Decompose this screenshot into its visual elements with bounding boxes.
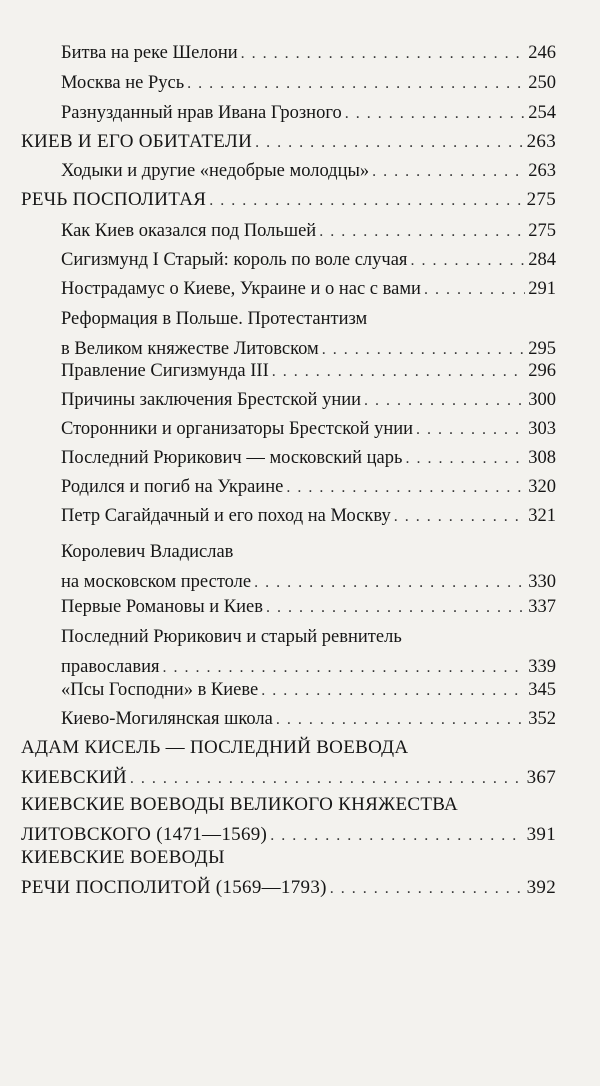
page-number: 339 xyxy=(528,657,556,677)
toc-entry xyxy=(61,472,556,503)
section-title: КИЕВ И ЕГО ОБИТАТЕЛИ xyxy=(21,131,253,152)
toc-entry xyxy=(61,156,556,187)
leader-dots xyxy=(261,676,525,706)
section-title-line1: КИЕВСКИЕ ВОЕВОДЫ ВЕЛИКОГО КНЯЖЕСТВА xyxy=(21,794,459,815)
toc-entry xyxy=(61,98,556,129)
page-number: 330 xyxy=(528,572,556,592)
leader-dots xyxy=(187,69,525,99)
toc-entry xyxy=(61,592,556,623)
toc-entry xyxy=(61,501,556,532)
page-number: 296 xyxy=(528,361,556,381)
toc-entry xyxy=(61,38,556,69)
entry-title: Как Киев оказался под Польшей xyxy=(61,221,317,241)
entry-title: «Псы Господни» в Киеве xyxy=(61,680,259,700)
leader-dots xyxy=(209,186,523,216)
leader-dots xyxy=(424,275,525,305)
leader-dots xyxy=(276,705,525,735)
leader-dots xyxy=(286,473,525,503)
toc-entry xyxy=(61,68,556,99)
page-number: 275 xyxy=(528,221,556,241)
page-number: 263 xyxy=(528,161,556,181)
entry-title: православия xyxy=(61,657,160,677)
leader-dots xyxy=(319,217,525,247)
entry-title: Правление Сигизмунда III xyxy=(61,361,269,381)
entry-title: Петр Сагайдачный и его поход на Москву xyxy=(61,506,391,526)
leader-dots xyxy=(266,593,525,623)
toc-entry xyxy=(61,274,556,305)
section-title: РЕЧИ ПОСПОЛИТОЙ (1569—1793) xyxy=(21,877,327,898)
page-number: 320 xyxy=(528,477,556,497)
toc-section xyxy=(21,185,556,216)
toc-entry xyxy=(61,537,556,598)
entry-title-line1: Реформация в Польше. Протестантизм xyxy=(61,309,368,329)
toc-entry xyxy=(61,414,556,445)
page-number: 352 xyxy=(528,709,556,729)
entry-title-line1: Королевич Владислав xyxy=(61,542,234,562)
entry-title: Разнузданный нрав Ивана Грозного xyxy=(61,103,342,123)
leader-dots xyxy=(394,502,525,532)
page-number: 391 xyxy=(526,824,556,845)
entry-title: в Великом княжестве Литовском xyxy=(61,339,319,359)
toc-section xyxy=(21,843,556,904)
leader-dots xyxy=(372,157,525,187)
leader-dots xyxy=(272,357,525,387)
leader-dots xyxy=(410,246,525,276)
toc-section xyxy=(21,790,556,851)
entry-title: Киево-Могилянская школа xyxy=(61,709,273,729)
page-number: 303 xyxy=(528,419,556,439)
page-number: 246 xyxy=(528,43,556,63)
section-title: КИЕВСКИЙ xyxy=(21,767,127,788)
toc-entry xyxy=(61,216,556,247)
page-number: 308 xyxy=(528,448,556,468)
toc-entry xyxy=(61,675,556,706)
section-title-line1: АДАМ КИСЕЛЬ — ПОСЛЕДНИЙ ВОЕВОДА xyxy=(21,737,409,758)
entry-title: Причины заключения Брестской унии xyxy=(61,390,362,410)
entry-title: Первые Романовы и Киев xyxy=(61,597,263,617)
page-number: 337 xyxy=(528,597,556,617)
entry-title: Ходыки и другие «недобрые молодцы» xyxy=(61,161,370,181)
section-title: РЕЧЬ ПОСПОЛИТАЯ xyxy=(21,189,207,210)
entry-title: Родился и погиб на Украине xyxy=(61,477,284,497)
section-title: ЛИТОВСКОГО (1471—1569) xyxy=(21,824,268,845)
entry-title-line1: Последний Рюрикович и старый ревнитель xyxy=(61,627,402,647)
page-number: 345 xyxy=(528,680,556,700)
leader-dots xyxy=(330,874,524,904)
toc-entry xyxy=(61,385,556,416)
page-number: 254 xyxy=(528,103,556,123)
leader-dots xyxy=(416,415,525,445)
page-number: 291 xyxy=(528,279,556,299)
page-number: 295 xyxy=(528,339,556,359)
leader-dots xyxy=(364,386,525,416)
toc-entry xyxy=(61,356,556,387)
page-number: 392 xyxy=(526,877,556,898)
toc-entry xyxy=(61,622,556,683)
page-number: 263 xyxy=(526,131,556,152)
entry-title: Нострадамус о Киеве, Украине и о нас с вами xyxy=(61,279,421,299)
page-number: 367 xyxy=(526,767,556,788)
section-title-line1: КИЕВСКИЕ ВОЕВОДЫ xyxy=(21,847,225,868)
toc-entry xyxy=(61,443,556,474)
leader-dots xyxy=(241,39,526,69)
entry-title: Последний Рюрикович — московский царь xyxy=(61,448,403,468)
page-number: 275 xyxy=(526,189,556,210)
entry-title: Сторонники и организаторы Брестской унии xyxy=(61,419,414,439)
entry-title: на московском престоле xyxy=(61,572,252,592)
toc-entry xyxy=(61,245,556,276)
toc-entry xyxy=(61,704,556,735)
page-number: 321 xyxy=(528,506,556,526)
entry-title: Сигизмунд I Старый: король по воле случая xyxy=(61,250,408,270)
toc-section xyxy=(21,733,556,794)
leader-dots xyxy=(405,444,525,474)
toc-section xyxy=(21,127,556,158)
page-number: 250 xyxy=(528,73,556,93)
leader-dots xyxy=(255,128,523,158)
entry-title: Москва не Русь xyxy=(61,73,185,93)
page-number: 300 xyxy=(528,390,556,410)
entry-title: Битва на реке Шелони xyxy=(61,43,238,63)
leader-dots xyxy=(345,99,526,129)
page-number: 284 xyxy=(528,250,556,270)
